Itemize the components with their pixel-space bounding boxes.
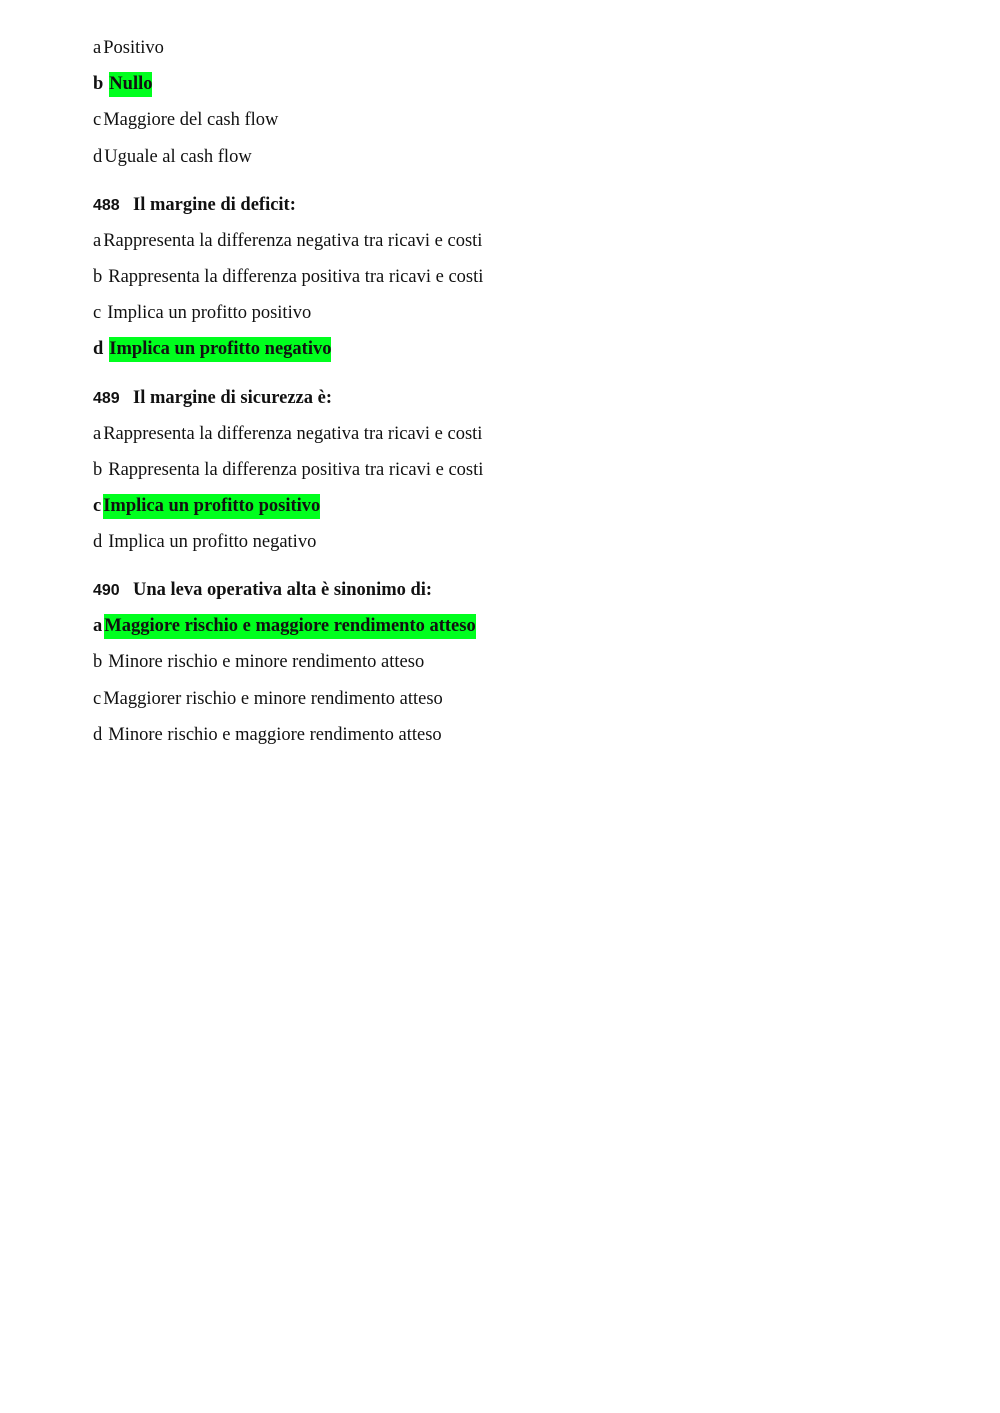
option-letter: d [93,146,103,167]
answer-option [93,34,940,70]
option-letter: a [93,38,102,58]
question-heading [93,564,940,612]
option-letter: c [93,688,102,709]
option-letter: d [93,339,104,360]
question-heading [93,372,940,420]
question-block [93,179,940,372]
answer-option-correct [93,335,940,371]
question-number: 488 [93,196,120,214]
answer-option [93,648,940,684]
option-text: Positivo [103,38,164,58]
question-heading [93,179,940,227]
question-number: 490 [93,582,120,600]
option-letter: a [93,230,102,251]
document-page [93,34,940,757]
option-letter: c [93,495,102,516]
question-number: 489 [93,389,120,407]
option-text-highlighted: Nullo [109,72,152,97]
answer-option-correct [93,492,940,528]
answer-option [93,420,940,456]
option-letter: b [93,74,104,95]
option-letter: a [93,423,102,444]
answer-option [93,143,940,179]
option-letter: b [93,652,103,673]
answer-option-correct [93,70,940,106]
question-text: Il margine di sicurezza è: [133,387,333,408]
option-text-highlighted: Maggiore rischio e maggiore rendimento atteso [104,614,475,639]
answer-option [93,106,940,142]
option-letter: b [93,266,103,287]
option-letter: c [93,110,102,131]
option-text: Maggiore del cash flow [103,110,279,131]
answer-option [93,263,940,299]
option-text: Rappresenta la differenza positiva tra ricavi e costi [108,266,484,287]
option-text: Implica un profitto negativo [108,532,317,553]
question-block [93,564,940,757]
option-letter: a [93,616,103,637]
option-letter: c [93,303,102,324]
answer-option [93,227,940,263]
question-block [93,372,940,565]
question-text: Una leva operativa alta è sinonimo di: [133,580,433,601]
question-text: Il margine di deficit: [133,194,296,215]
answer-option [93,528,940,564]
option-text: Uguale al cash flow [104,146,252,167]
option-text: Maggiorer rischio e minore rendimento atteso [103,688,443,709]
option-text: Minore rischio e minore rendimento atteso [108,652,425,673]
option-text: Rappresenta la differenza positiva tra ricavi e costi [108,459,484,480]
option-text: Rappresenta la differenza negativa tra ricavi e costi [103,230,483,251]
lead-options-group [93,34,940,179]
option-text: Rappresenta la differenza negativa tra ricavi e costi [103,423,483,444]
option-letter: d [93,724,103,745]
answer-option [93,456,940,492]
option-text-highlighted: Implica un profitto negativo [109,337,331,362]
answer-option [93,721,940,757]
option-letter: d [93,532,103,553]
option-letter: b [93,459,103,480]
answer-option [93,299,940,335]
option-text: Implica un profitto positivo [107,303,312,324]
option-text-highlighted: Implica un profitto positivo [103,494,320,519]
option-text: Minore rischio e maggiore rendimento atteso [108,724,442,745]
answer-option-correct [93,612,940,648]
answer-option [93,685,940,721]
